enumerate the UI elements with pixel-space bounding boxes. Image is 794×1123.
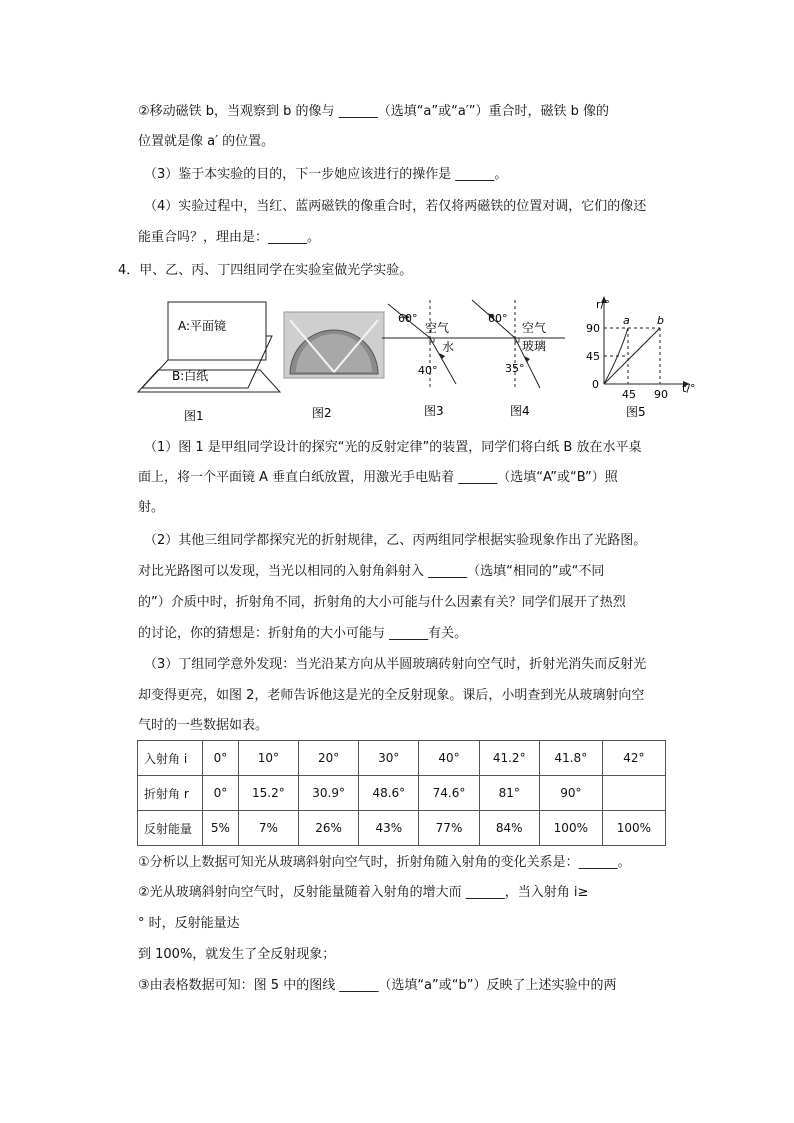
p2-line-c: 的”）介质中时，折射角不同，折射角的大小可能与什么因素有关？同学们展开了热烈: [138, 595, 626, 610]
p2-line-d: 的讨论，你的猜想是：折射角的大小可能与 ______有关。: [138, 626, 468, 641]
fig3-caption: 图3: [424, 404, 444, 418]
table-cell: 100%: [602, 811, 665, 846]
text-line-1: ②移动磁铁 b，当观察到 b 的像与 ______（选填“a”或“a′”）重合时，磁铁 b 像的: [138, 104, 610, 119]
figure-4: [466, 300, 565, 388]
p1-line-a: （1）图 1 是甲组同学设计的探究“光的反射定律”的装置，同学们将白纸 B 放在水平桌: [144, 440, 642, 455]
fig1-paper-label: B:白纸: [172, 369, 209, 383]
table-row: [138, 811, 666, 846]
table-cell: 10°: [238, 741, 298, 776]
sub-question-1: ①分析以上数据可知光从玻璃斜射向空气时，折射角随入射角的变化关系是：______。: [138, 855, 631, 870]
table-row-header: 折射角 r: [138, 776, 203, 811]
figure-2: [284, 312, 384, 378]
fig5-tick-45: 45: [586, 350, 600, 363]
fig4-angle-in: 60°: [488, 312, 508, 325]
table-cell: 90°: [539, 776, 602, 811]
table-cell: 81°: [479, 776, 539, 811]
fig1-mirror-label: A:平面镜: [178, 319, 227, 333]
table-cell: 41.8°: [539, 741, 602, 776]
fig5-tick-90: 90: [586, 322, 600, 335]
table-cell: 84%: [479, 811, 539, 846]
p3-line-b: 却变得更亮，如图 2，老师告诉他这是光的全反射现象。课后，小明查到光从玻璃射向空: [138, 688, 645, 703]
table-cell: 20°: [299, 741, 359, 776]
fig4-angle-out: 35°: [505, 362, 525, 375]
table-cell: 48.6°: [359, 776, 419, 811]
fig5-y-axis: r/°: [596, 298, 610, 311]
p1-line-c: 射。: [138, 500, 165, 515]
text-line-2: 位置就是像 a′ 的位置。: [138, 134, 275, 149]
table-row: [138, 741, 666, 776]
fig3-angle-out: 40°: [418, 364, 438, 377]
table-row-header: 反射能量: [138, 811, 203, 846]
table-row-header: 入射角 i: [138, 741, 203, 776]
part4-question-cont: 能重合吗？，理由是：______。: [138, 230, 321, 245]
table-cell: 0°: [203, 776, 239, 811]
figure-5: [586, 296, 696, 401]
fig5-x45: 45: [622, 388, 636, 401]
table-cell: 41.2°: [479, 741, 539, 776]
fig5-caption: 图5: [626, 405, 646, 419]
fig4-caption: 图4: [510, 404, 530, 418]
table-cell: 0°: [203, 741, 239, 776]
figures-row: [120, 292, 700, 427]
question-4-title: 4．甲、乙、丙、丁四组同学在实验室做光学实验。: [118, 263, 413, 278]
sub-question-2-cont: ° 时，反射能量达: [138, 916, 240, 931]
fig3-medium-top: 空气: [425, 321, 450, 335]
p3-line-a: （3）丁组同学意外发现：当光沿某方向从半圆玻璃砖射向空气时，折射光消失而反射光: [144, 657, 647, 672]
table-cell: 74.6°: [419, 776, 479, 811]
fig2-caption: 图2: [312, 406, 332, 420]
table-cell: 77%: [419, 811, 479, 846]
part3-question: （3）鉴于本实验的目的，下一步她应该进行的操作是 ______。: [144, 167, 508, 182]
fig4-medium-bottom: 玻璃: [522, 339, 547, 353]
fig1-caption: 图1: [184, 409, 204, 423]
table-cell: 30°: [359, 741, 419, 776]
table-cell: 100%: [539, 811, 602, 846]
table-cell: 5%: [203, 811, 239, 846]
table-cell: 40°: [419, 741, 479, 776]
table-cell: 30.9°: [299, 776, 359, 811]
table-cell: 7%: [238, 811, 298, 846]
table-cell: 43%: [359, 811, 419, 846]
table-row: [138, 776, 666, 811]
fig5-label-b: b: [657, 314, 664, 327]
table-cell: 42°: [602, 741, 665, 776]
table-cell: 26%: [299, 811, 359, 846]
figure-1: [130, 302, 280, 395]
fig4-medium-top: 空气: [522, 321, 547, 335]
p1-line-b: 面上，将一个平面镜 A 垂直白纸放置，用激光手电贴着 ______（选填“A”或“B”）照: [138, 470, 618, 485]
part4-question: （4）实验过程中，当红、蓝两磁铁的像重合时，若仅将两磁铁的位置对调，它们的像还: [144, 199, 647, 214]
fig3-medium-bottom: 水: [442, 340, 455, 354]
p3-line-c: 气时的一些数据如表。: [138, 718, 269, 733]
figure-3: [382, 300, 475, 387]
data-table: [137, 740, 666, 846]
fig5-origin: 0: [592, 378, 599, 391]
sub-question-3: ③由表格数据可知：图 5 中的图线 ______（选填“a”或“b”）反映了上述实验中的两: [138, 978, 617, 993]
p2-line-a: （2）其他三组同学都探究光的折射规律，乙、丙两组同学根据实验现象作出了光路图。: [144, 533, 647, 548]
fig5-x-axis: t/°: [682, 382, 696, 395]
fig3-angle-in: 60°: [398, 312, 418, 325]
fig5-x90: 90: [654, 388, 668, 401]
sub-question-2-end: 到 100%，就发生了全反射现象；: [138, 947, 336, 962]
p2-line-b: 对比光路图可以发现，当光以相同的入射角斜射入 ______（选填“相同的”或“不同: [138, 564, 605, 579]
figures-svg: [120, 292, 700, 427]
sub-question-2: ②光从玻璃斜射向空气时，反射能量随着入射角的增大而 ______，当入射角 i≥: [138, 885, 589, 900]
table-cell: [602, 776, 665, 811]
fig5-label-a: a: [623, 314, 630, 327]
table-cell: 15.2°: [238, 776, 298, 811]
